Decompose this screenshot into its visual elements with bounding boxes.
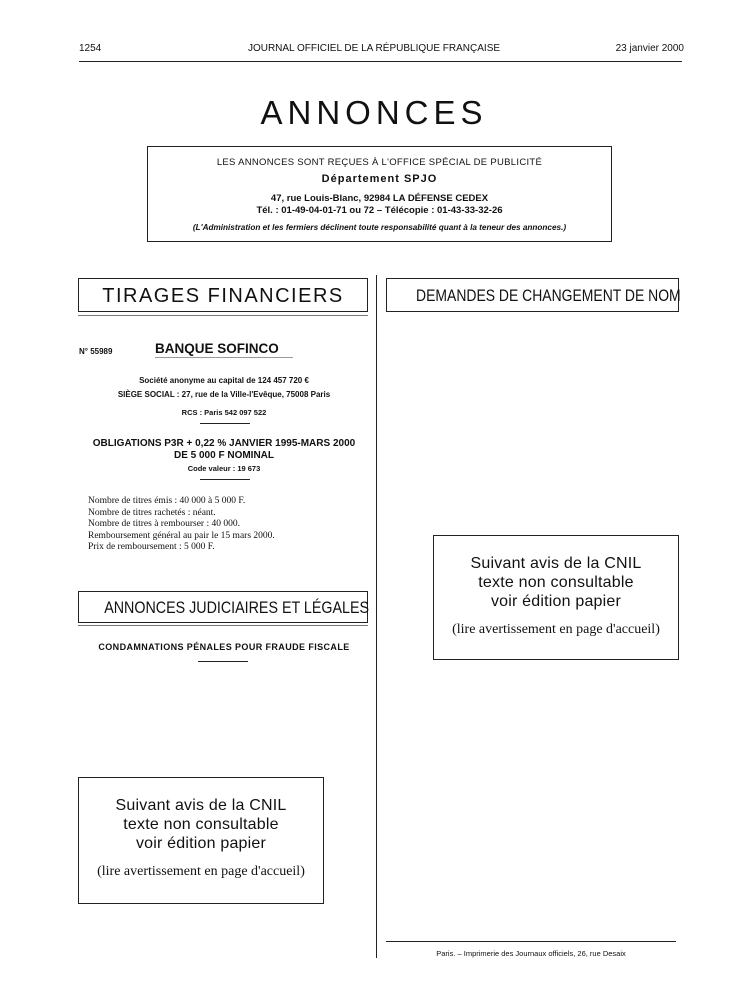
cnil-note: (lire avertissement en page d'accueil) [97,864,305,879]
list-item: Nombre de titres rachetés : néant. [88,507,216,518]
header-rule [79,61,682,62]
cnil-line-2: texte non consultable [478,574,634,591]
company-rcs: RCS : Paris 542 097 522 [181,408,267,417]
bond-title-line2: DE 5 000 F NOMINAL [173,450,275,461]
company-head-office: SIÈGE SOCIAL : 27, rue de la Ville-l'Evêque, 75008 Paris [117,390,331,399]
cnil-line-1: Suivant avis de la CNIL [470,555,642,572]
list-item: Nombre de titres émis : 40 000 à 5 000 F. [88,496,246,506]
bond-code: Code valeur : 19 673 [187,464,261,473]
company-underline [155,357,293,358]
section-underline [78,315,368,316]
issue-date: 23 janvier 2000 [615,43,684,54]
separator-rule [200,423,250,424]
bond-details-list [88,496,275,554]
separator-rule [200,479,250,480]
cnil-line-1: Suivant avis de la CNIL [115,797,287,814]
section-underline [78,625,368,626]
section-header-label: ANNONCES JUDICIAIRES ET LÉGALES [104,598,370,617]
page-number: 1254 [79,43,102,54]
company-name: BANQUE SOFINCO [155,341,279,356]
cnil-line-2: texte non consultable [123,816,279,833]
company-capital: Société anonyme au capital de 124 457 720 € [139,376,309,385]
section-header-annonces-judiciaires [78,591,368,623]
notice-phone: Tél. : 01-49-04-01-71 ou 72 – Télécopie : 01-43-33-32-26 [256,205,503,216]
notice-department: Département SPJO [321,173,438,185]
separator-rule [198,661,248,662]
list-item: Prix de remboursement : 5 000 F. [88,542,215,553]
cnil-note: (lire avertissement en page d'accueil) [452,622,660,637]
column-divider [376,275,377,958]
cnil-line-3: voir édition papier [135,835,267,852]
journal-title: JOURNAL OFFICIEL DE LA RÉPUBLIQUE FRANÇAISE [247,43,501,54]
submission-notice-box [147,146,612,242]
section-header-demandes-changement-nom [386,278,679,312]
notice-disclaimer: (L'Administration et les fermiers déclinent toute responsabilité quant à la teneur des annonces.) [192,223,567,232]
printer-imprint: Paris. – Imprimerie des Journaux officiels, 26, rue Desaix [436,949,626,958]
bond-title [79,438,369,462]
cnil-notice-box-right [433,535,679,660]
cnil-notice-box-left [78,777,324,904]
footer-rule [386,941,676,942]
section-header-tirages-financiers: TIRAGES FINANCIERS [78,278,368,312]
cnil-line-3: voir édition papier [490,593,622,610]
bond-title-line1: OBLIGATIONS P3R + 0,22 % JANVIER 1995-MARS 2000 [92,438,356,449]
announcement-number: N° 55989 [79,347,113,356]
list-item: Nombre de titres à rembourser : 40 000. [88,519,240,530]
judicial-subtitle: CONDAMNATIONS PÉNALES POUR FRAUDE FISCALE [98,642,350,652]
page-title: ANNONCES [260,94,488,131]
list-item: Remboursement général au pair le 15 mars 2000. [88,530,275,541]
section-header-label: DEMANDES DE CHANGEMENT DE NOM [416,286,681,305]
notice-address: 47, rue Louis-Blanc, 92984 LA DÉFENSE CEDEX [270,193,489,204]
notice-intro: LES ANNONCES SONT REÇUES À L'OFFICE SPÉCIAL DE PUBLICITÉ [216,157,543,168]
